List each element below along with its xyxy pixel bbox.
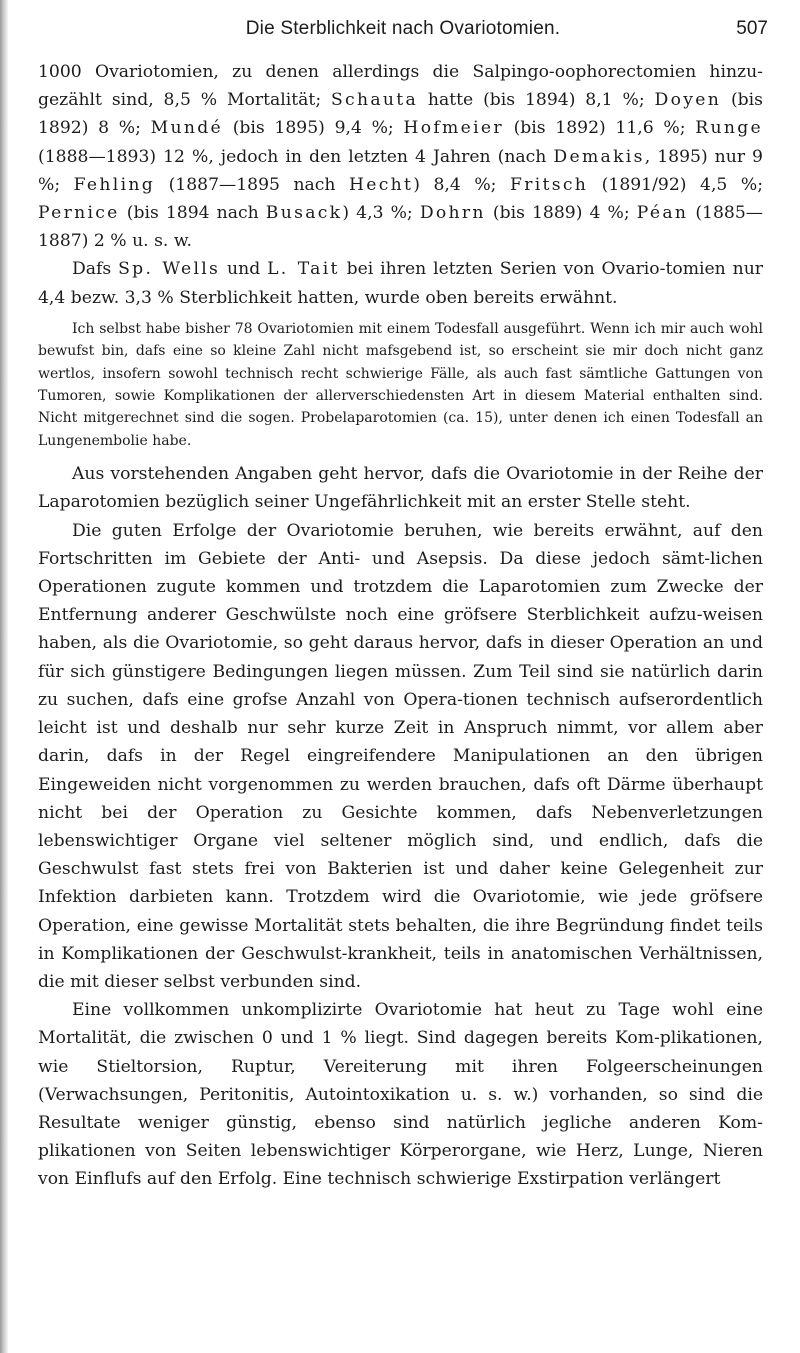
body-paragraph [38, 460, 763, 516]
text-run: ) 4,3 %; [342, 203, 420, 224]
page-edge-shadow [0, 0, 8, 1353]
body-paragraph [38, 517, 763, 996]
body-paragraph [38, 58, 763, 255]
page-body [38, 58, 763, 1194]
page-number: 507 [736, 18, 768, 39]
text-run: Aus vorstehenden Angaben geht hervor, dafs die Ovariotomie in der Reihe der Laparotomien bezüglich seiner Ungefährlichkeit mit an erster Stelle steht. [38, 464, 763, 513]
text-run: Dafs [72, 259, 119, 280]
author-name: Runge [695, 118, 763, 139]
text-run: (1891/92) 4,5 %; [588, 174, 763, 195]
author-name: Pernice [38, 203, 120, 224]
author-name: Fehling [73, 174, 156, 195]
author-name: L. Tait [267, 259, 340, 280]
text-run: (1887—1895 nach [155, 174, 349, 195]
author-name: Schauta [330, 90, 419, 111]
author-name: Fritsch [509, 174, 589, 195]
author-name: Sp. Wells [118, 259, 221, 280]
text-run: (bis 1894 nach [119, 203, 266, 224]
text-run: 1000 Ovariotomien, zu denen allerdings die Salpingo-oophorectomien hinzu-gezählt sind, 8,5 % Mortalität; [38, 62, 763, 111]
author-name: Hecht [349, 174, 414, 195]
text-run: (bis 1892) 8 %; [38, 90, 763, 139]
footnote-paragraph [38, 318, 763, 452]
author-name: Dohrn [419, 203, 486, 224]
running-head: Die Sterblichkeit nach Ovariotomien. [245, 18, 561, 39]
author-name: Hofmeier [403, 118, 504, 139]
body-paragraph [38, 255, 763, 311]
text-run: (bis 1892) 11,6 %; [503, 118, 696, 139]
text-run: Eine vollkommen unkomplizirte Ovariotomie hat heut zu Tage wohl eine Mortalität, die zwischen 0 und 1 % liegt. Sind dagegen bereits Kom-plikationen, wie Stieltorsion, Ruptur, Vereiterung mit ihren Folgeerscheinungen (Verwachsungen, Peritonitis, Autointoxikation u. s. w.) vorhanden, so sind die Resultate weniger günstig, ebenso sind natürlich jegliche anderen Kom-plikationen von Seiten lebenswichtiger Körperorgane, wie Herz, Lunge, Nieren von Einflufs auf den Erfolg. Eine technisch schwierige Exstirpation verlängert [38, 1000, 763, 1190]
text-run: , 1895) nur 9 %; [38, 146, 763, 195]
page-header [38, 18, 768, 48]
author-name: Péan [636, 203, 689, 224]
text-run: (1888—1893) 12 %, jedoch in den letzten 4 Jahren (nach [38, 146, 554, 167]
text-run: (1885—1887) 2 % u. s. w. [38, 203, 763, 252]
text-run: hatte (bis 1894) 8,1 %; [418, 90, 655, 111]
text-run: (bis 1895) 9,4 %; [223, 118, 404, 139]
author-name: Demakis [553, 146, 645, 167]
text-run: ) 8,4 %; [413, 174, 510, 195]
text-run: und [220, 259, 268, 280]
text-run: (bis 1889) 4 %; [485, 203, 637, 224]
text-run: Ich selbst habe bisher 78 Ovariotomien mit einem Todesfall ausgeführt. Wenn ich mir auch wohl bewufst bin, dafs eine so kleine Zahl nicht mafsgebend ist, so erscheint sie mir doch nicht ganz wertlos, insofern sowohl technisch recht schwierige Fälle, als auch fast sämtliche Gattungen von Tumoren, sowie Komplikationen der allerverschiedensten Art in diesem Material enthalten sind. Nicht mitgerechnet sind die sogen. Probelaparotomien (ca. 15), unter denen ich einen Todesfall an Lungenembolie habe. [38, 320, 763, 449]
text-run: bei ihren letzten Serien von Ovario-tomien nur 4,4 bezw. 3,3 % Sterblichkeit hatten, wurde oben bereits erwähnt. [38, 259, 763, 308]
body-paragraph [38, 996, 763, 1193]
author-name: Busack [265, 203, 343, 224]
text-run: Die guten Erfolge der Ovariotomie beruhen, wie bereits erwähnt, auf den Fortschritten im Gebiete der Anti- und Asepsis. Da diese jedoch sämt-lichen Operationen zugute kommen und trotzdem die Laparotomien zum Zwecke der Entfernung anderer Geschwülste noch eine gröfsere Sterblichkeit aufzu-weisen haben, als die Ovariotomie, so geht daraus hervor, dafs in dieser Operation an und für sich günstigere Bedingungen liegen müssen. Zum Teil sind sie natürlich darin zu suchen, dafs eine grofse Anzahl von Opera-tionen technisch aufserordentlich leicht ist und deshalb nur sehr kurze Zeit in Anspruch nimmt, vor allem aber darin, dafs in der Regel eingreifendere Manipulationen an den übrigen Eingeweiden nicht vorgenommen zu werden brauchen, dafs oft Därme überhaupt nicht bei der Operation zu Gesichte kommen, dafs Nebenverletzungen lebenswichtiger Organe viel seltener möglich sind, und endlich, dafs die Geschwulst fast stets frei von Bakterien ist und daher keine Gelegenheit zur Infektion darbieten kann. Trotzdem wird die Ovariotomie, wie jede gröfsere Operation, eine gewisse Mortalität stets behalten, die ihre Begründung findet teils in Komplikationen der Geschwulst-krankheit, teils in anatomischen Verhältnissen, die mit dieser selbst verbunden sind. [38, 520, 763, 992]
author-name: Doyen [654, 90, 722, 111]
author-name: Mundé [150, 118, 224, 139]
